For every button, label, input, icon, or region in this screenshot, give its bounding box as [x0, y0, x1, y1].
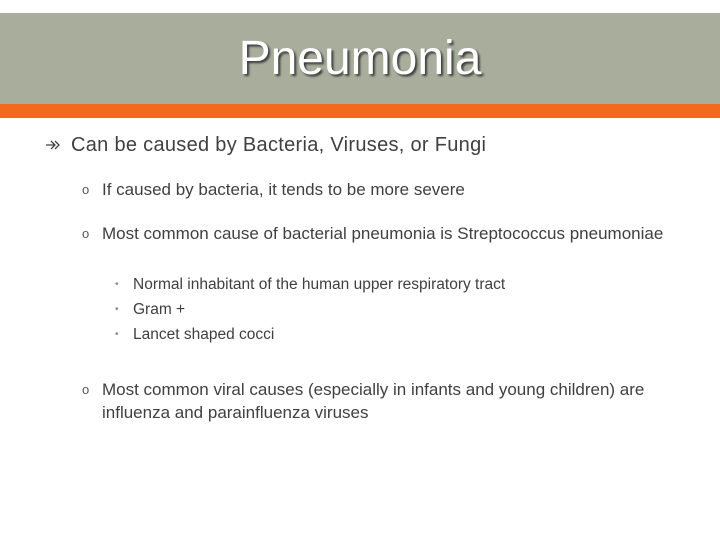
- bullet-text: Most common viral causes (especially in infants and young children) are influenza and parainfluenza viruses: [102, 380, 645, 422]
- bullet-level3: [115, 272, 675, 297]
- bullet-marker: •: [115, 279, 119, 290]
- bullet-text: Most common cause of bacterial pneumonia is Streptococcus pneumoniae: [102, 224, 664, 243]
- bullet-text: If caused by bacteria, it tends to be more severe: [102, 180, 465, 199]
- bullet-text: Gram +: [133, 301, 186, 318]
- bullet-text: Lancet shaped cocci: [133, 326, 275, 343]
- bullet-level3: [115, 297, 675, 322]
- chevron-arrow-icon: [45, 131, 71, 159]
- bullet-marker: •: [115, 329, 119, 340]
- bullet-level2: [82, 178, 682, 201]
- bullet-marker: •: [115, 304, 119, 315]
- bullet-marker: o: [82, 382, 90, 397]
- slide-title: Pneumonia: [238, 32, 482, 85]
- bullet-text: Normal inhabitant of the human upper respiratory tract: [133, 276, 506, 293]
- bullet-level1: [45, 131, 695, 159]
- bullet-text: Can be caused by Bacteria, Viruses, or Fungi: [71, 134, 487, 156]
- bullet-marker: o: [82, 182, 90, 197]
- bullet-marker: o: [82, 226, 90, 241]
- bullet-level3: [115, 322, 675, 347]
- bullet-level2: [82, 222, 682, 245]
- bullet-level2: [82, 378, 682, 424]
